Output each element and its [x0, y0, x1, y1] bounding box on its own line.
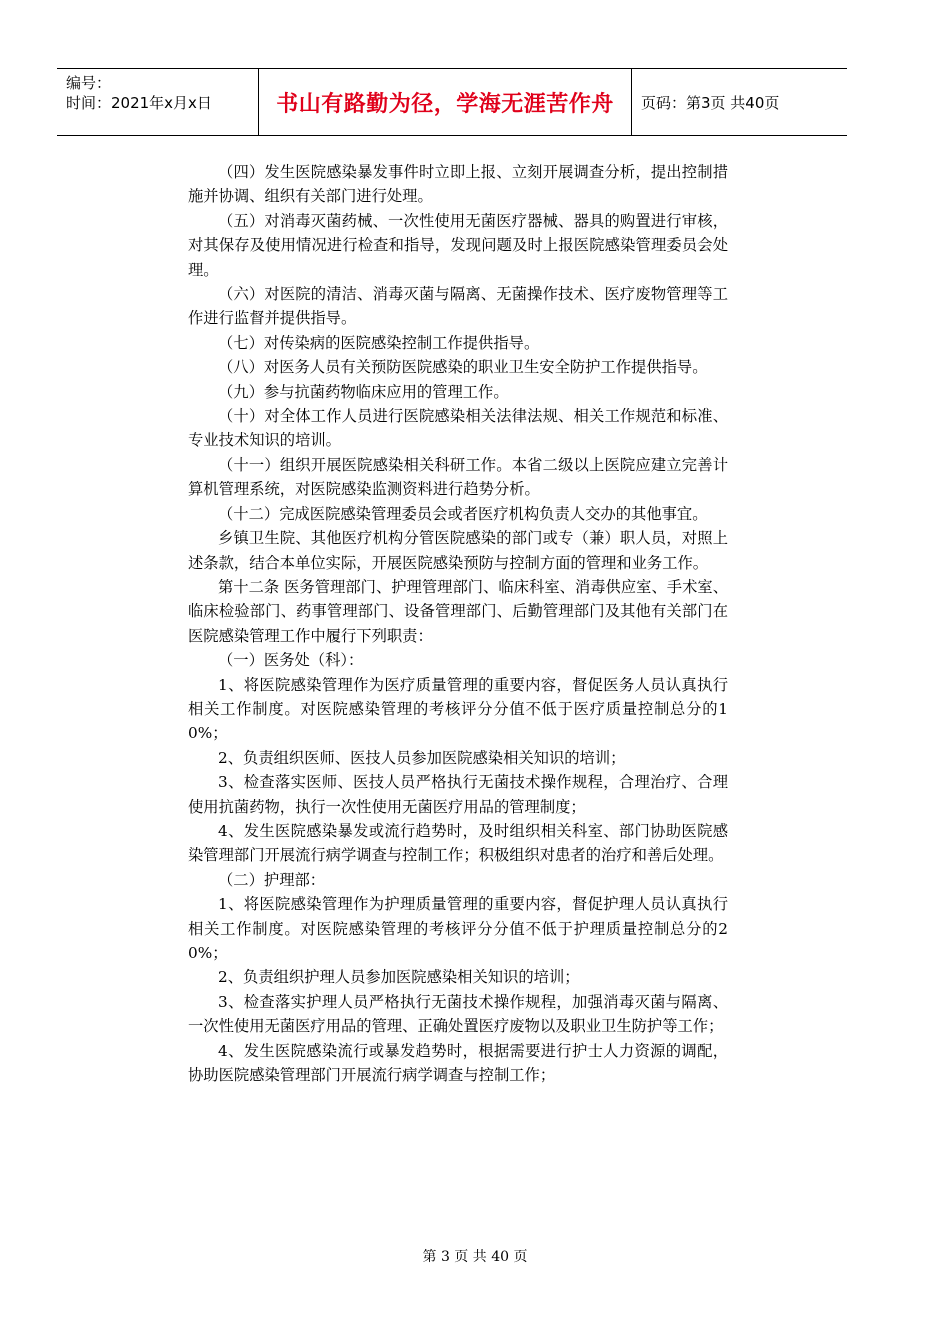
header-motto-cell [259, 69, 632, 135]
document-number-label: 编号： [66, 74, 112, 92]
paragraph: 1、将医院感染管理作为医疗质量管理的重要内容，督促医务人员认真执行相关工作制度。对医院感染管理的考核评分分值不低于医疗质量控制总分的10%； [188, 675, 728, 743]
paragraph: （十一）组织开展医院感染相关科研工作。本省二级以上医院应建立完善计算机管理系统，对医院感染监测资料进行趋势分析。 [188, 455, 728, 499]
paragraph: （六）对医院的清洁、消毒灭菌与隔离、无菌操作技术、医疗废物管理等工作进行监督并提供指导。 [188, 285, 728, 328]
header-page-number: 页码：第3页 共40页 [641, 93, 780, 112]
paragraph: 第十二条 医务管理部门、护理管理部门、临床科室、消毒供应室、手术室、临床检验部门、药事管理部门、设备管理部门、后勤管理部门及其他有关部门在医院感染管理工作中履行下列职责： [188, 577, 728, 645]
paragraph: 2、负责组织医师、医技人员参加医院感染相关知识的培训； [218, 748, 626, 767]
paragraph: （九）参与抗菌药物临床应用的管理工作。 [218, 382, 509, 401]
paragraph: 乡镇卫生院、其他医疗机构分管医院感染的部门或专（兼）职人员，对照上述条款，结合本单位实际，开展医院感染预防与控制方面的管理和业务工作。 [188, 529, 728, 572]
footer-page-number: 第 3 页 共 40 页 [422, 1249, 528, 1265]
document-time-label: 时间：2021年x月x日 [66, 94, 212, 112]
paragraph: （八）对医务人员有关预防医院感染的职业卫生安全防护工作提供指导。 [218, 358, 708, 377]
paragraph: （十）对全体工作人员进行医院感染相关法律法规、相关工作规范和标准、专业技术知识的培训。 [188, 407, 728, 450]
paragraph: （四）发生医院感染暴发事件时立即上报、立刻开展调查分析，提出控制措施并协调、组织有关部门进行处理。 [188, 163, 728, 206]
paragraph: 4、发生医院感染流行或暴发趋势时，根据需要进行护士人力资源的调配，协助医院感染管理部门开展流行病学调查与控制工作； [188, 1041, 728, 1085]
paragraph: 4、发生医院感染暴发或流行趋势时，及时组织相关科室、部门协助医院感染管理部门开展流行病学调查与控制工作；积极组织对患者的治疗和善后处理。 [188, 821, 728, 865]
header-page-cell [632, 69, 847, 135]
paragraph: （七）对传染病的医院感染控制工作提供指导。 [218, 333, 540, 352]
document-body [188, 160, 728, 1087]
paragraph: （十二）完成医院感染管理委员会或者医疗机构负责人交办的其他事宜。 [218, 504, 708, 523]
page-footer [0, 1246, 950, 1266]
header-meta-cell [57, 69, 259, 135]
header-motto: 书山有路勤为径，学海无涯苦作舟 [276, 91, 614, 117]
header-table [57, 68, 847, 136]
paragraph: 2、负责组织护理人员参加医院感染相关知识的培训； [218, 968, 580, 987]
paragraph: 3、检查落实护理人员严格执行无菌技术操作规程，加强消毒灭菌与隔离、一次性使用无菌医疗用品的管理、正确处置医疗废物以及职业卫生防护等工作； [188, 992, 728, 1036]
paragraph: 1、将医院感染管理作为护理质量管理的重要内容，督促护理人员认真执行相关工作制度。对医院感染管理的考核评分分值不低于护理质量控制总分的20%； [188, 895, 728, 962]
paragraph: 3、检查落实医师、医技人员严格执行无菌技术操作规程，合理治疗、合理使用抗菌药物，执行一次性使用无菌医疗用品的管理制度； [188, 773, 728, 816]
section-heading: （一）医务处（科）： [218, 651, 364, 670]
section-heading: （二）护理部： [218, 870, 326, 889]
paragraph: （五）对消毒灭菌药械、一次性使用无菌医疗器械、器具的购置进行审核，对其保存及使用情况进行检查和指导，发现问题及时上报医院感染管理委员会处理。 [188, 211, 728, 279]
